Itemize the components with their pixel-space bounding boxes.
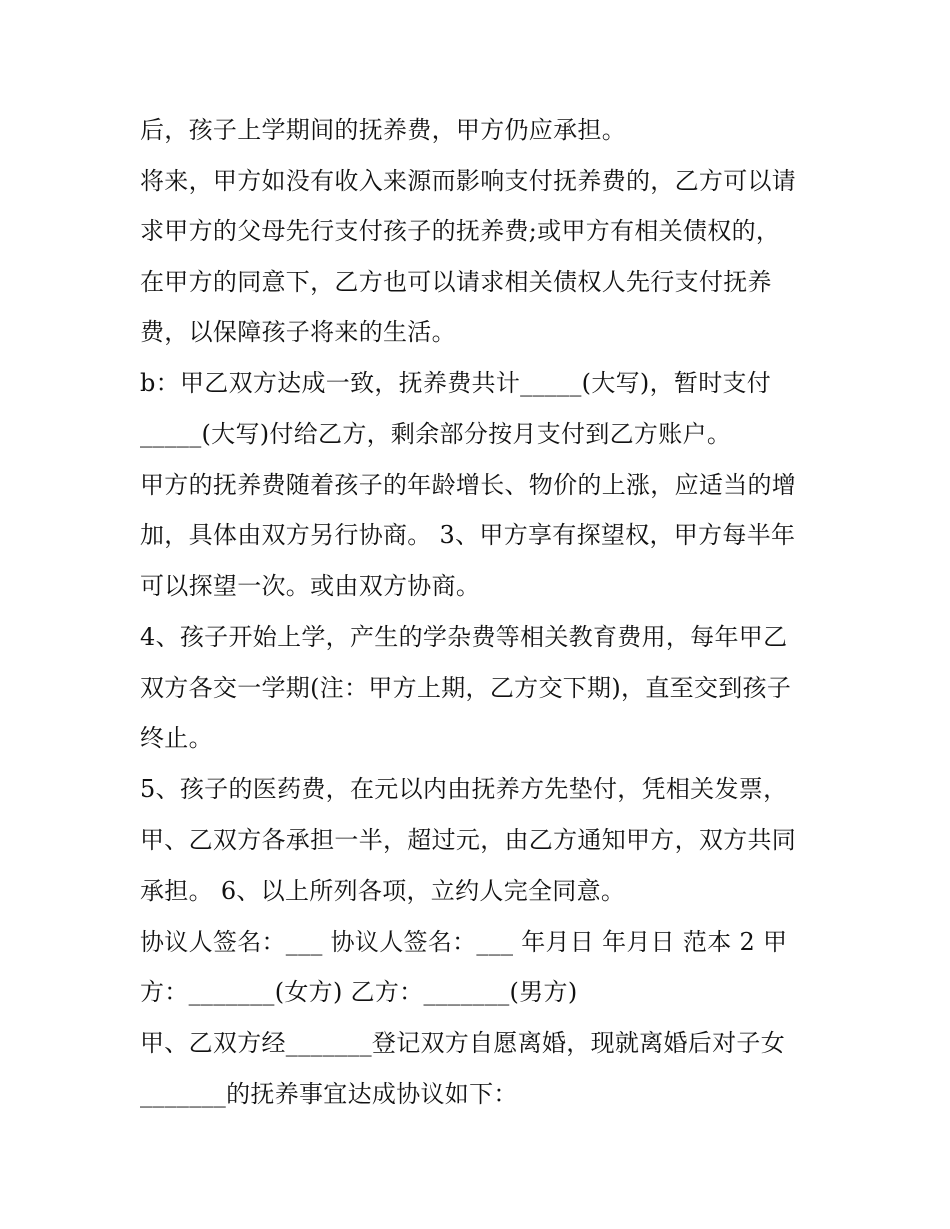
text-line: 5、孩子的医药费，在元以内由抚养方先垫付，凭相关发票， bbox=[140, 775, 788, 803]
text-line: 4、孩子开始上学，产生的学杂费等相关教育费用，每年甲乙 bbox=[140, 623, 788, 651]
text-line: 甲方的抚养费随着孩子的年龄增长、物价的上涨，应适当的增 bbox=[140, 471, 797, 499]
text-line: _______的抚养事宜达成协议如下： bbox=[140, 1080, 518, 1108]
text-line: 将来，甲方如没有收入来源而影响支付抚养费的，乙方可以请 bbox=[140, 167, 797, 195]
text-line: 在甲方的同意下，乙方也可以请求相关债权人先行支付抚养 bbox=[140, 268, 772, 296]
text-line: 求甲方的父母先行支付孩子的抚养费;或甲方有相关债权的， bbox=[140, 217, 781, 245]
text-line: 终止。 bbox=[140, 724, 213, 752]
text-line: _____(大写)付给乙方，剩余部分按月支付到乙方账户。 bbox=[140, 420, 732, 448]
text-line: 加，具体由双方另行协商。 3、甲方享有探望权，甲方每半年 bbox=[140, 521, 796, 549]
text-line: 双方各交一学期(注：甲方上期，乙方交下期)，直至交到孩子 bbox=[140, 674, 792, 702]
text-line: 甲、乙双方各承担一半，超过元，由乙方通知甲方，双方共同 bbox=[140, 826, 797, 854]
text-line: 协议人签名：___ 协议人签名：___ 年月日 年月日 范本 2 甲 bbox=[140, 928, 788, 956]
text-line: b：甲乙双方达成一致，抚养费共计_____(大写)，暂时支付 bbox=[140, 369, 772, 397]
text-line: 甲、乙双方经_______登记双方自愿离婚，现就离婚后对子女 bbox=[140, 1029, 785, 1057]
text-line: 后，孩子上学期间的抚养费，甲方仍应承担。 bbox=[140, 116, 626, 144]
text-line: 可以探望一次。或由双方协商。 bbox=[140, 572, 481, 600]
text-line: 方：_______(女方) 乙方：_______(男方) bbox=[140, 978, 578, 1006]
text-line: 承担。 6、以上所列各项，立约人完全同意。 bbox=[140, 877, 626, 905]
text-line: 费，以保障孩子将来的生活。 bbox=[140, 318, 456, 346]
